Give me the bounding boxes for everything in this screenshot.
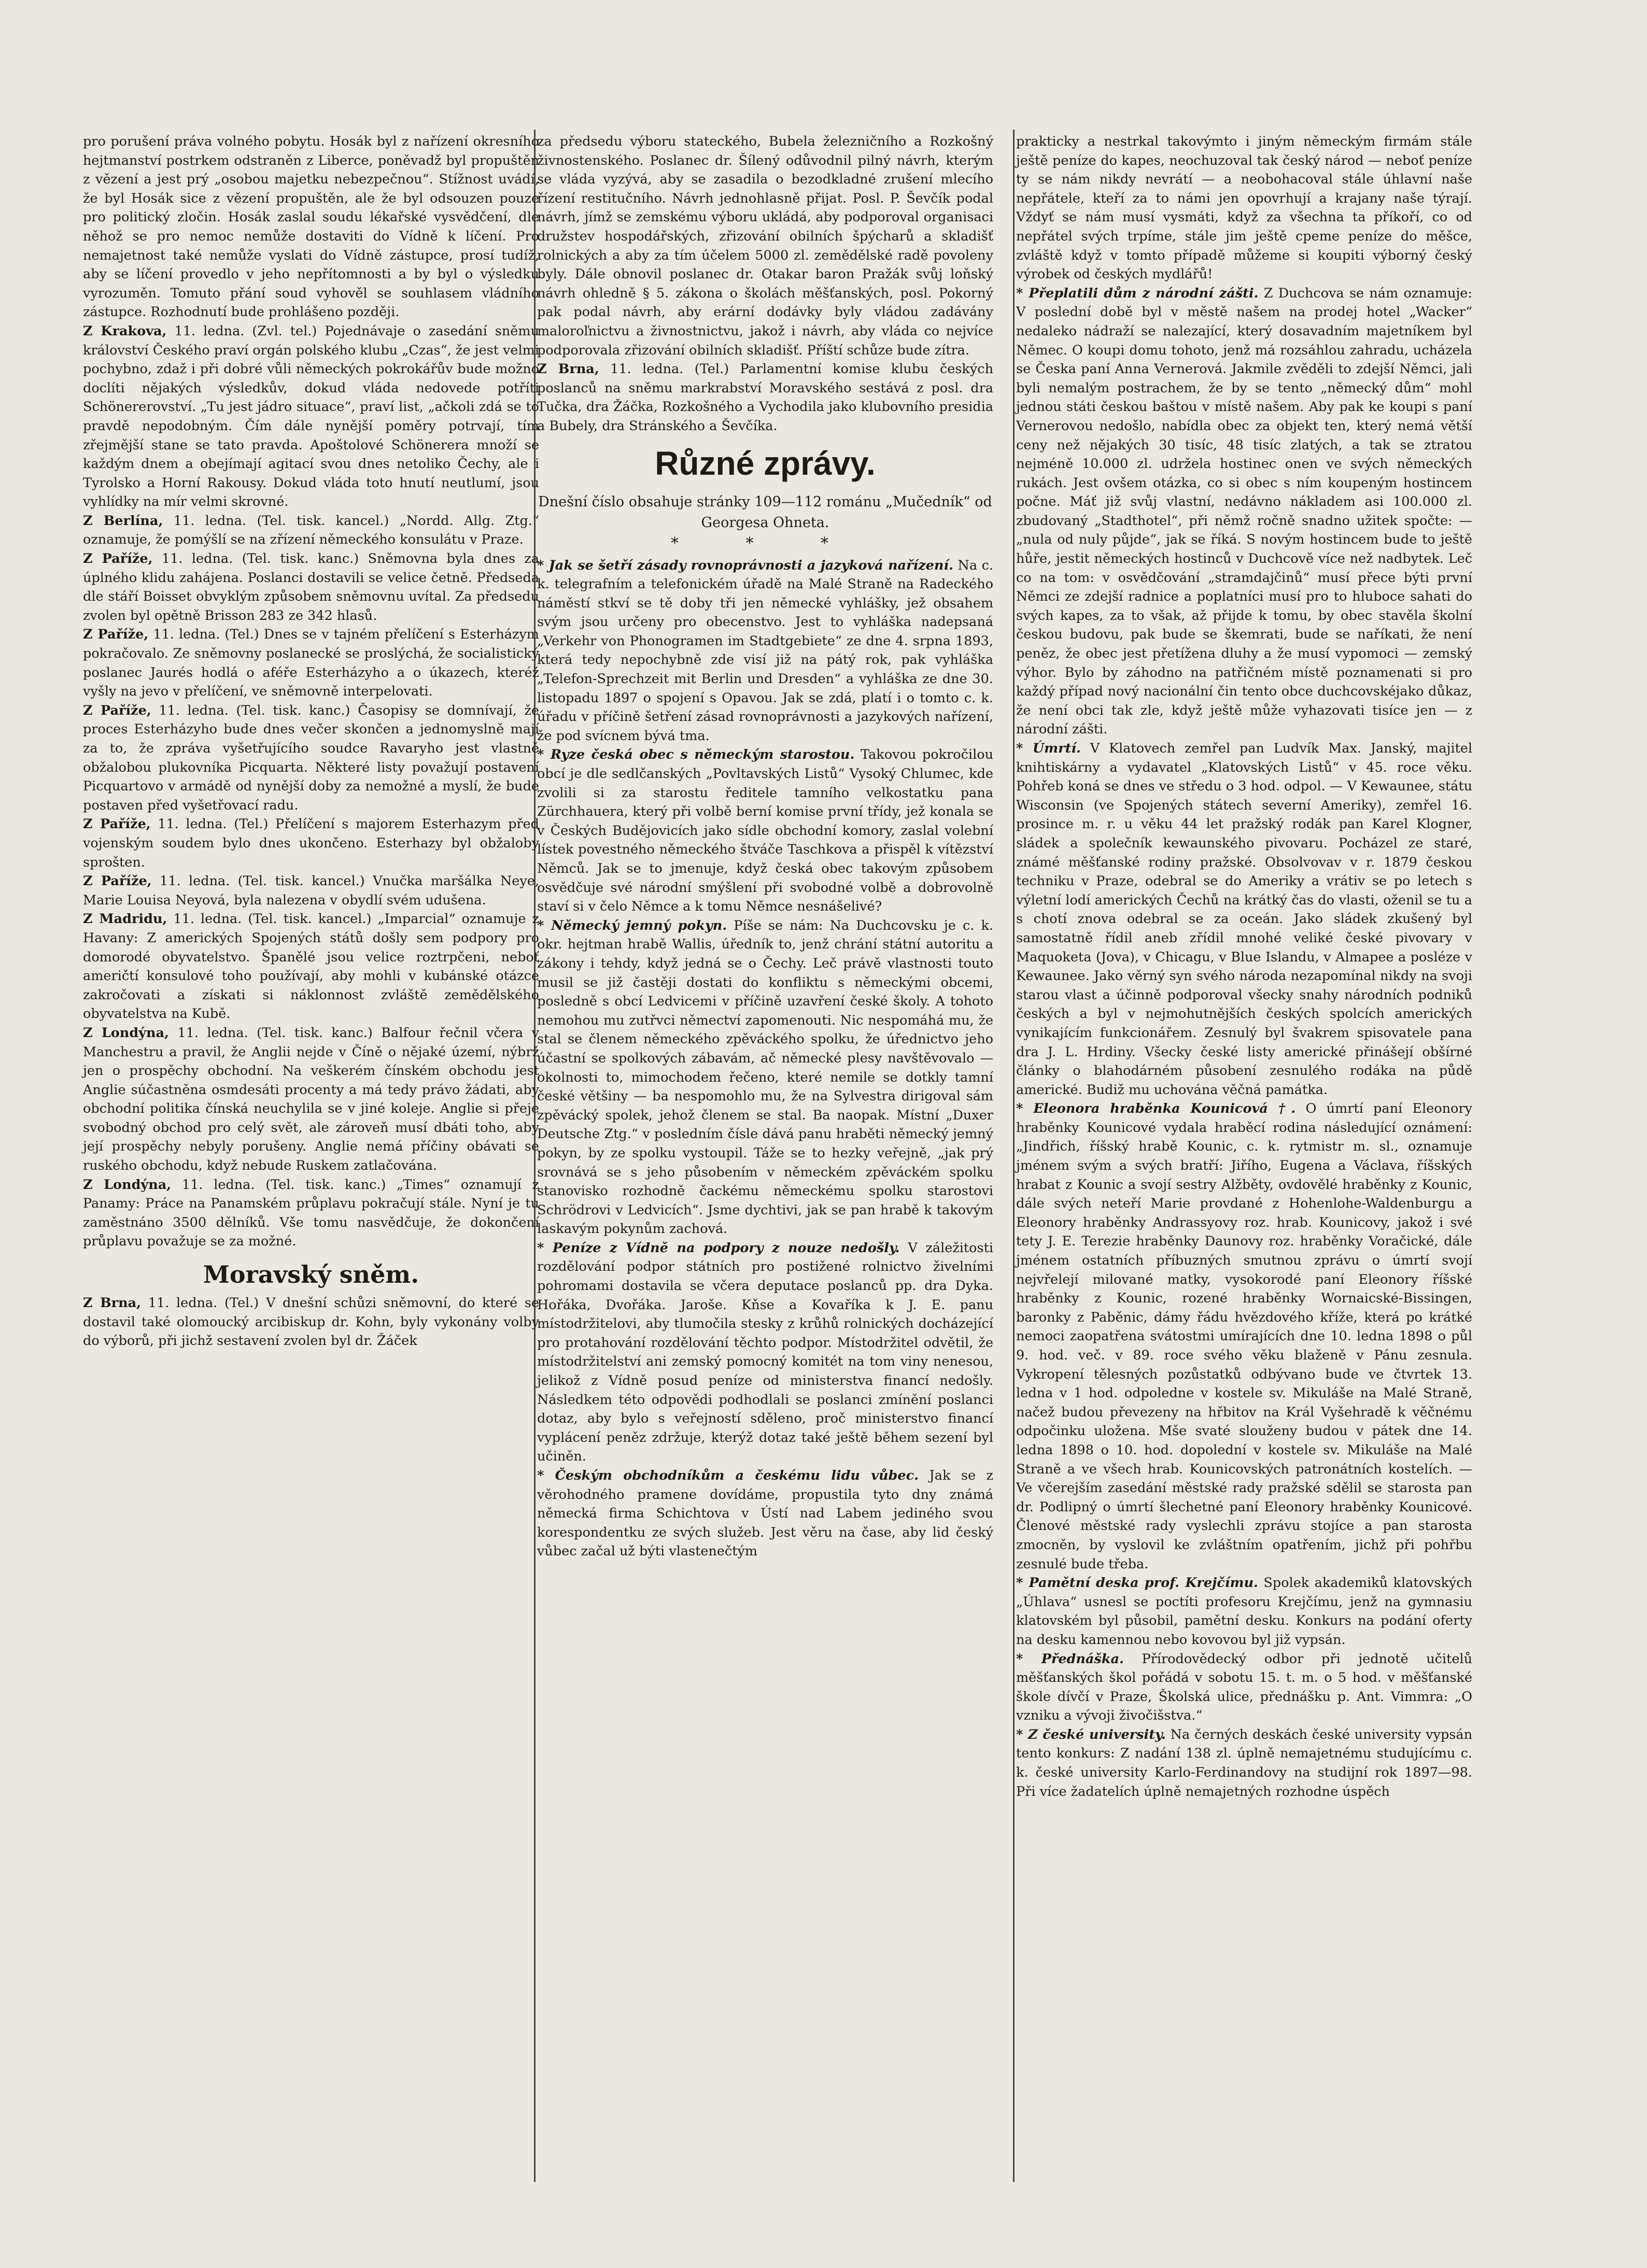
- news-ceskym-obchodnikum: * Českým obchodníkům a českému lidu vůbec. Jak se z věrohodného pramene dovídáme, propustila tyto dny známá německá firma Schichtova v Ústí nad Labem jediného svou korespondentku ze svých služeb. Jest věru na čase, aby lid český vůbec začal už býti vlastenečtým: [537, 1468, 993, 1560]
- column-rule-right: [1013, 130, 1015, 2182]
- article-paris-5: Z Paříže, 11. ledna. (Tel. tisk. kancel.) Vnučka maršálka Neye, Marie Louisa Neyová, byla nalezena v obydlí svém udušena.: [83, 873, 539, 908]
- supplement-notice: Dnešní číslo obsahuje stránky 109—112 románu „Mučedník“ od Georgesa Ohneta.: [538, 493, 992, 531]
- column-1: [83, 132, 539, 1351]
- article-paris-2: Z Paříže, 11. ledna. (Tel.) Dnes se v tajném přelíčení s Esterházym pokračovalo. Ze sněmovny poslanecké se proslýchá, že socialistický poslanec Jaurés hodlá o aféře Esterházyho a o úkazech, kteréž vyšly na jevo v přelíčení, ve sněmovně interpelovati.: [83, 627, 539, 700]
- news-umrti: * Úmrtí. V Klatovech zemřel pan Ludvík Max. Janský, majitel knihtiskárny a vydavatel „Klatovských Listů“ v 45. roce věku. Pohřeb koná se dnes ve středu o 3 hod. odpol. — V Kewaunee, státu Wisconsin (ve Spojených státech severní Ameriky), zemřel 16. prosince m. r. u věku 44 let pražský rodák pan Karel Klogner, sládek a společník kewaunského pivovaru. Pocházel ze staré, známé měšťanské rodiny pražské. Obsolvovav v r. 1879 českou techniku v Praze, odebral se do Ameriky a vrátiv se po letech s výletní lodí amerických Čechů na krátký čas do vlasti, oženil se tu a s chotí znova odebral se za oceán. Jako sládek zkušený byl samostatně řídil aneb zřídil mnohé veliké české pivovary v Maquoketa (Jova), v Chicagu, v Blue Islandu, v Almapee a posléze v Kewaunee. Jako věrný syn svého národa nezapomínal nikdy na svoji starou vlast a účinně podporoval všecky snahy národních podniků českých a byl v nejmohutnějších českých spolcích amerických vynikajícím funkcionářem. Zesnulý byl švakrem spisovatele pana dra J. L. Hrdiny. Všecky české listy americké přinášejí obšírné články o blahodárném působení zesnulého rodáka na půdě americké. Budiž mu uchována věčná památka.: [1016, 741, 1472, 1098]
- article-london-1: Z Londýna, 11. ledna. (Tel. tisk. kanc.) Balfour řečnil včera v Manchestru a pravil, že Anglii nejde v Číně o nějaké území, nýbrž jen o prospěchy obchodní. Na veškerém čínském obchodu jest Anglie súčastněna osmdesáti procenty a má tedy právo žádati, aby obchodní politika čínská neuchylila se v jiné koleje. Anglie si přeje svobodný obchod pro celý svět, ale zároveň musí dbáti toho, aby její prospěchy nebyly porušeny. Anglie nemá příčiny obávati se ruského obchodu, když nebude Ruskem zatlačována.: [83, 1025, 539, 1174]
- article-paris-3: Z Paříže, 11. ledna. (Tel. tisk. kanc.) Časopisy se domnívají, že proces Esterházyho bude dnes večer skončen a jednomyslně mají za to, že zpráva vyšetřujícího soudce Ravaryho jest vlastně obžalobou plukovníka Picquarta. Některé listy považují postavení Picquartovo v armádě od nynější doby za nemožné a myslí, že bude postaven před vyšetřovací radu.: [83, 702, 539, 813]
- article-paris-1: Z Paříže, 11. ledna. (Tel. tisk. kanc.) Sněmovna byla dnes za úplného klidu zahájena. Poslanci dostavili se velice četně. Předseda dle stáří Boisset obvyklým způsobem sněmovnu uvítal. Za předsedu zvolen byl opětně Brisson 283 ze 342 hlasů.: [83, 551, 539, 623]
- article-brno-1: Z Brna, 11. ledna. (Tel.) V dnešní schůzi sněmovní, do které se dostavil také olomoucký arcibiskup dr. Kohn, byly vykonány volby do výborů, při jichž sestavení zvolen byl dr. Žáček: [83, 1295, 539, 1349]
- article-madrid: Z Madridu, 11. ledna. (Tel. tisk. kancel.) „Imparcial“ oznamuje z Havany: Z amerických Spojených států došly sem podpory pro domorodé obyvatelstvo. Španělé jsou velice roztrpčeni, neboť američtí konsulové toho používají, aby mohli v kubánské otázce zakročovati a získati si náklonnost zvláště zemědělského obyvatelstva na Kubě.: [83, 911, 539, 1022]
- news-jemny-pokyn: * Německý jemný pokyn. Píše se nám: Na Duchcovsku je c. k. okr. hejtman hrabě Wallis, úředník to, jenž chrání státní autoritu a zákony i tehdy, když jedná se o Čechy. Leč právě vlastnosti touto musil se již častěji dostati do konfliktu s německými obcemi, posledně s obcí Ledvicemi v příčině uzavření české školy. A tohoto nemohou mu zutřvci němectví zapomenouti. Nic nespomáhá mu, že stal se členem německého zpěváckého spolku, že úřednictvo jeho účastní se spolkových zábavám, ač německé plesy navštěvovalo — okolnosti to, mimochodem řečeno, které nemile se dotkly tamní české většiny — ba nespomohlo mu, že na Sylvestra dirigoval sám zpěvácký spolek, jehož členem se stal. Ba naopak. Místní „Duxer Deutsche Ztg.“ v posledním čísle dává panu hraběti německý jemný pokyn, by ze spolku vystoupil. Táže se to hezky veřejně, „jak prý srovnává se s jeho působením v německém zpěváckém spolku stanovisko rozhodně čackému německému spolku starostovi Schrödrovi v Ledvicích“. Jsme dychtivi, jak se pan hrabě k takovým laskavým pokynům zachová.: [537, 917, 993, 1237]
- column-3: [1016, 132, 1472, 1801]
- news-rovnopravnost: * Jak se šetří zásady rovnoprávnosti a jazyková nařízení. Na c. k. telegrafním a telefonickém úřadě na Malé Straně na Radeckého náměstí stkví se tě doby tři jen německé vyhlášky, jež obsahem svým jsou určeny pro obecenstvo. Jest to vyhláška nadepsaná „Verkehr von Phonogramen im Stadtgebiete“ ze dne 4. srpna 1893, která tedy nepochybně zde visí již na pátý rok, pak vyhláška „Telefon-Sprechzeit mit Berlin und Dresden“ a vyhláška ze dne 30. listopadu 1897 o spojení s Opavou. Jak se zdá, platí i o tomto c. k. úřadu v příčině šetření zásad rovnoprávnosti a jazykových nařízení, že pod svícnem bývá tma.: [537, 557, 993, 744]
- news-preplatili-dum: * Přeplatili dům z národní zášti. Z Duchcova se nám oznamuje: V poslední době byl v městě našem na prodej hotel „Wacker“ nedaleko nádraží se nalezající, který dosavadním majetníkem byl Němec. O koupi domu tohoto, jenž má rozsáhlou zahradu, ucházela se Česka paní Anna Vernerová. Jakmile zvěděli to zdejší Němci, jali byli nemalým postrachem, že by se tento „německý dům“ mohl jednou státi českou baštou v místě našem. Aby pak ke koupi s paní Vernerovou nedošlo, nabídla obec za objekt ten, který nemá větší ceny než nějakých 30 tisíc, 48 tisíc zlatých, a tak se ztratou nejméně 10.000 zl. udržela hostinec onen ve svých německých rukách. Jest ovšem otázka, co si obec s ním koupeným hostincem počne. Máť již svůj vlastní, nedávno nákladem asi 100.000 zl. zbudovaný „Stadthotel“, při němž ročně snadno užitek spočte: — „nula od nuly půjde“, jak se říká. S novým hostincem bude to ještě hůře, jestit německých hostinců v Duchcově více než nadbytek. Leč co na tom: v osvědčování „stramdajčinů“ musí přece býti první Němci ze zdejší radnice a poplatníci musí pro to hluboce sahati do svých kapes, za to však, až přijde k tomu, by obec stavěla školní českou budovu, pak bude se škemrati, bude se naříkati, že není peněz, že obec jest přetížena dluhy a že musí vypomoci — zemský výhor. Bylo by záhodno na patřičném místě poznamenati si pro každý případ nový nacionální čin tento obce duchcovskéjako důkaz, že není obci tak zle, když ještě může vyhazovati tisíce jen — z národní zášti.: [1016, 285, 1472, 738]
- article-paris-4: Z Paříže, 11. ledna. (Tel.) Přelíčení s majorem Esterhazym před vojenským soudem bylo dnes ukončeno. Esterhazy byl obžaloby sprošten.: [83, 816, 539, 870]
- section-title-moravsky-snem: Moravský sněm.: [203, 1260, 419, 1289]
- article-hosak: pro porušení práva volného pobytu. Hosák byl z nařízení okresního hejtmanství postrkem odstraněn z Liberce, poněvadž byl propuštěn z vězení a jest prý „osobou majetku nebezpečnou“. Stížnost uvádí, že byl Hosák sice z vězení propuštěn, ale že byl odsouzen pouze pro politický zločin. Hosák zaslal soudu lékařské vysvědčení, dle něhož se pro nemoc nemůže dostaviti do Vídně k líčení. Pro nemajetnost také nemůže vyslati do Vídně zástupce, prosí tudíž, aby se líčení provedlo v jeho nepřítomnosti a by byl o výsledku vyrozuměn. Tomuto přání soud vyhověl se souhlasem vládního zástupce. Rozhodnutí bude prohlášeno později.: [83, 134, 539, 320]
- article-krakov: Z Krakova, 11. ledna. (Zvl. tel.) Pojednávaje o zasedání sněmu království Českého praví orgán polského klubu „Czas“, že jest velmi pochybno, zdaž i při dobré vůli německých pokrokářův bude možno doclíti nějakých výsledkův, dokud vláda nedovede potříti Schönererovství. „Tu jest jádro situace“, praví list, „ačkoli zdá se to pravdě nepodobným. Čím dále nynější poměry potrvají, tím zřejmější stane se tato pravda. Apoštolové Schönerera množí se každým dnem a obejímají agitací svou dnes netoliko Čechy, ale i Tyrolsko a Horní Rakousy. Dokud vláda toto hnutí neutlumí, jsou vyhlídky na mír velmi skrovné.: [83, 323, 539, 510]
- section-title-ruzne-zpravy: Různé zprávy.: [655, 444, 876, 482]
- news-prednaska: * Přednáška. Přírodovědecký odbor při jednotě učitelů měšťanských škol pořádá v sobotu 15. t. m. o 5 hod. v měšťanské škole dívčí v Praze, Školská ulice, přednášku p. Ant. Vimmra: „O vzniku a vývoji živočišstva.“: [1016, 1651, 1472, 1724]
- separator-stars: * * *: [670, 534, 860, 552]
- news-ceskym-obchodnikum-cont: prakticky a nestrkal takovýmto i jiným německým firmám stále ještě peníze do kapes, neochuzoval tak český národ — neboť peníze ty se nám nikdy nevrátí — a neobohacoval stále úhlavní naše nepřátele, kteří za to námi jen opovrhují a krajany naše týrají. Vždyť se nám musí vysmáti, když za všechna ta příkoří, co od nepřátel svých trpíme, stále jim ještě cpeme peníze do měšce, zvláště když v tomto případě můžeme si koupiti výborný český výrobek od českých mydlářů!: [1016, 134, 1472, 282]
- article-brno-2: Z Brna, 11. ledna. (Tel.) Parlamentní komise klubu českých poslanců na sněmu markrabství Moravského sestává z posl. dra Tučka, dra Žáčka, Rozkošného a Vychodila jako klubovního presidia a Bubely, dra Stránského a Ševčíka.: [537, 361, 993, 434]
- article-berlin: Z Berlína, 11. ledna. (Tel. tisk. kancel.) „Nordd. Allg. Ztg.“ oznamuje, že pomýšlí se na zřízení německého konsulátu v Praze.: [83, 513, 539, 548]
- article-london-2: Z Londýna, 11. ledna. (Tel. tisk. kanc.) „Times“ oznamují z Panamy: Práce na Panamském průplavu pokračují stále. Nyní je tu zaměstnáno 3500 dělníků. Vše tomu nasvědčuje, že dokončení průplavu považuje se za možné.: [83, 1176, 539, 1250]
- column-2: [537, 132, 993, 1561]
- news-pametni-deska: * Pamětní deska prof. Krejčímu. Spolek akademiků klatovských „Úhlava“ usnesl se poctíti profesoru Krejčímu, jenž na gymnasiu klatovském byl působil, pamětní desku. Konkurs na podání oferty na desku kamennou nebo kovovou byl již vypsán.: [1016, 1575, 1473, 1648]
- news-ceska-obec: * Ryze česká obec s německým starostou. Takovou pokročilou obcí je dle sedlčanských „Povltavských Listů“ Vysoký Chlumec, kde zvolili si za starostu ředitele tamního velkostatku pana Zürchhauera, který při volbě berní komise první třídy, jež konala se v Českých Budějovicích jako sídle obchodní komory, zaslal volební lístek povestného německého štváče Taschkova a přispěl k vítězství Němců. Jak se to jmenuje, když česká obec takovým způsobem osvědčuje své národní smýšlení při svobodné volbě a dobrovolně staví si v čelo Němce a k tomu Němce nesnášelivé?: [537, 747, 994, 915]
- news-kounicova: * Eleonora hraběnka Kounicová †. O úmrtí paní Eleonory hraběnky Kounicové vydala hraběcí rodina následující oznámení: „Jindřich, říšský hrabě Kounic, c. k. rytmistr m. sl., oznamuje jménem svým a svých bratří: Jiřího, Eugena a Václava, říšských hrabat z Kounic a svojí sestry Alžběty, ovdovělé hraběnky z Kounic, dále svých neteří Marie provdané z Hohenlohe-Waldenburgu a Eleonory hraběnky Andrassyovy roz. hrab. Kounicovy, jakož i své tety J. E. Terezie hraběnky Daunovy roz. hraběnky Voračické, dále jménem ostatních příbuzných smutnou zprávu o úmrtí svojí nejvřelejí milované matky, vysokorodé paní Eleonory říšské hraběnky z Kounic, rozené hraběnky Wornaicské-Bissingen, baronky z Paběnic, dámy řádu hvězdového kříže, která po krátké nemoci zaopatřena svátostmi umírajících dne 10. ledna 1898 o půl 9. hod. več. v 89. roce svého věku blaženě v Pánu zesnula. Vykropení tělesných pozůstatků odbývano bude ve čtvrtek 13. ledna v 1 hod. odpoledne v kostele sv. Mikuláše na Malé Straně, načež budou převezeny na hřbitov na Král Vyšehradě k věčnému odpočinku uložena. Mše svaté slouženy budou v pátek dne 14. ledna 1898 o 10. hod. dopolední v kostele sv. Mikuláše na Malé Straně a ve všech hrab. Kounicovských patronátních kostelích. — Ve včerejším zasedání městské rady pražské sdělil se starosta pan dr. Podlipný o úmrtí šlechetné paní Eleonory hraběnky Kounicové. Členové městské rady vyslechli zprávu stojíce a pan starosta zmocněn, by vyslovil ke zvláštním opatřením, jichž při pohřbu zesnulé bude třeba.: [1016, 1101, 1472, 1572]
- article-brno-1-cont: za předsedu výboru stateckého, Bubela železničního a Rozkošný živnostenského. Poslanec dr. Šílený odůvodnil pilný návrh, kterým se vláda vyzývá, aby se zasadila o bezodkladné zrušení mlecího řízení restitučního. Návrh jednohlasně přijat. Posl. P. Ševčík podal návrh, jímž se zemskému výboru ukládá, aby podporoval organisaci družstev hospodářských, zřizování obilních špýcharů a skladišť rolnických a aby za tím účelem 5000 zl. zemědělské radě povoleny byly. Dále obnovil poslanec dr. Otakar baron Pražák svůj loňský návrh ohledně § 5. zákona o školách měšťanských, posl. Pokorný pak podal návrh, aby erární dodávky byly vládou zadávány maloroľnictvu a živnostnictvu, jakož i návrh, aby vláda co nejvíce podporovala zřizování obilních skladišť. Příští schůze bude zítra.: [537, 134, 993, 358]
- news-ceska-universita: * Z české university. Na černých deskách české university vypsán tento konkurs: Z nadání 138 zl. úplně nemajetnému studujícímu c. k. české university Karlo-Ferdinandovy na studijní rok 1897—98. Při více žadatelích úplně nemajetných rozhodne úspěch: [1016, 1726, 1472, 1799]
- news-penize-z-vidne: * Peníze z Vídně na podpory z nouze nedošly. V záležitosti rozdělování podpor státních pro postižené rolnictvo živelními pohromami dostavila se včera deputace poslanců pp. dra Dyka. Hořáka, Dvořáka. Jaroše. Kňse a Kovaříka k J. E. panu místodržitelovi, aby tlumočila stesky z krůhů rolnických docházející pro protahování rozdělování těchto podpor. Místodržitel odvětil, že místodržitelství ani zemský pomocný komitét na tom viny nenesou, jelikož z Vídně posud peníze od ministerstva financí nedošly. Následkem této odpovědi podhodlali se poslanci zmínění poslanci dotaz, aby bylo s veřejností sděleno, proč ministerstvo financí vyplácení peněz zdržuje, kterýž dotaz také ještě během sezení byl učiněn.: [537, 1240, 993, 1465]
